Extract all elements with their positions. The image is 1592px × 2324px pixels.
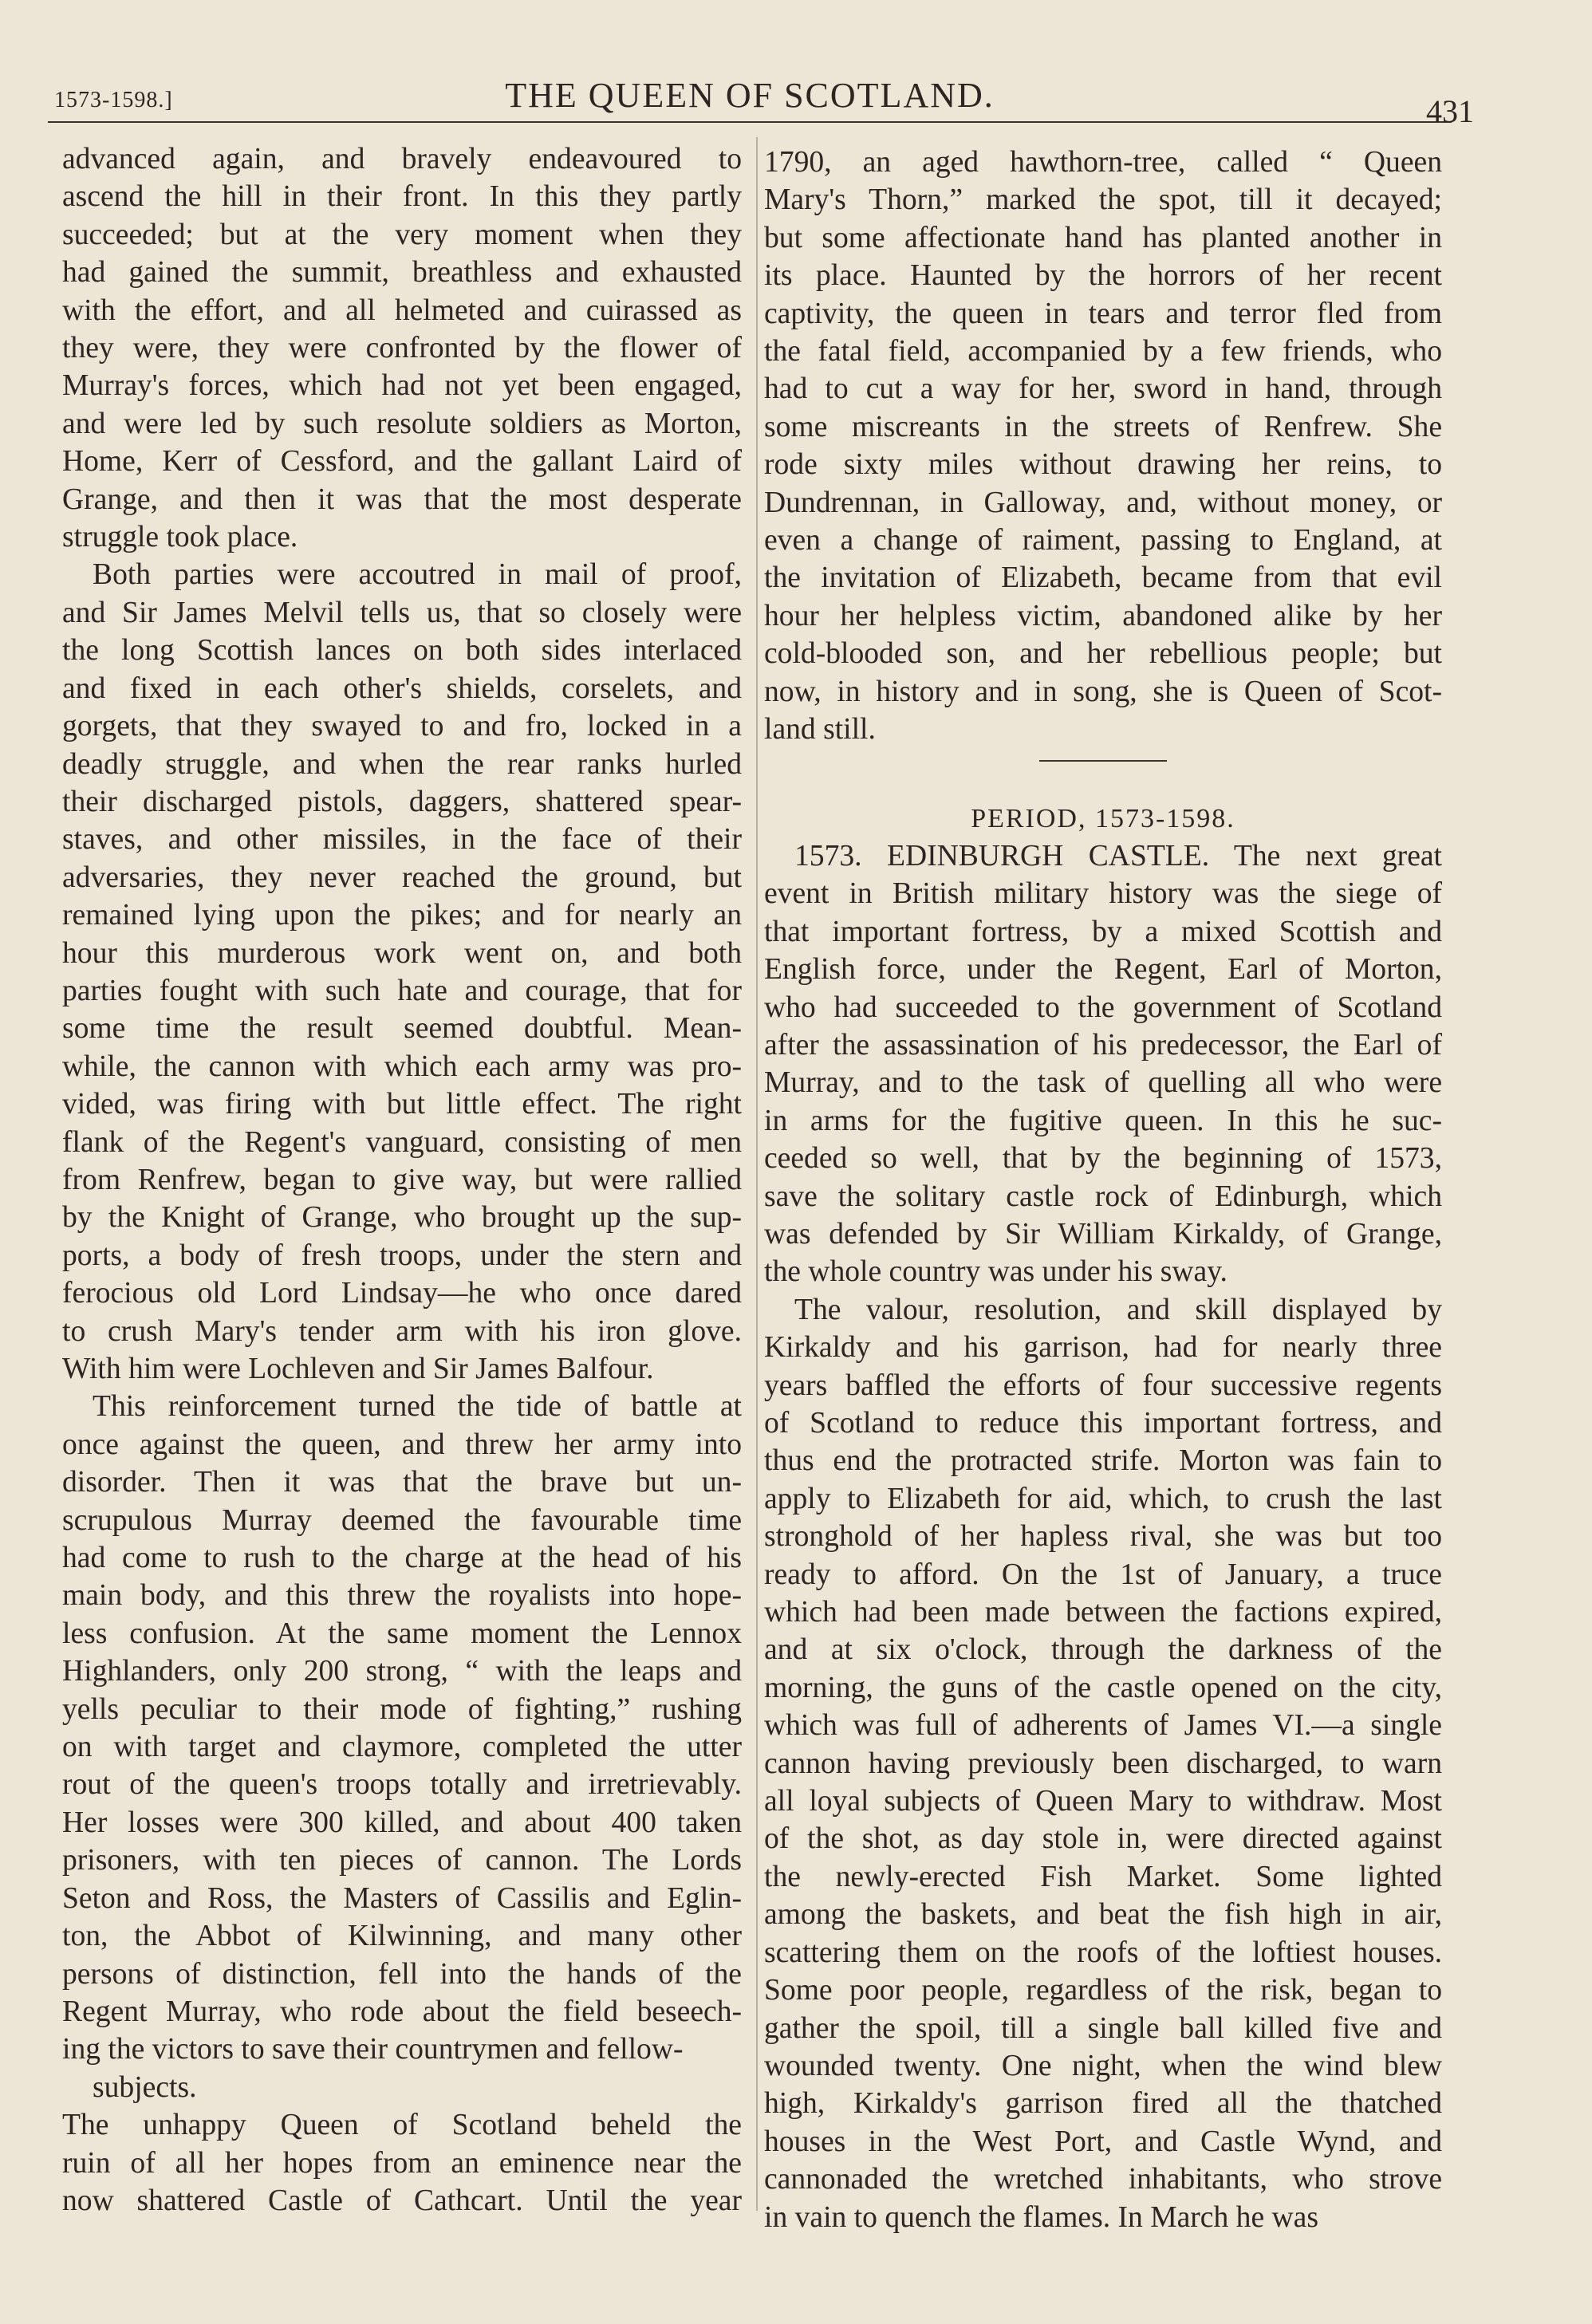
text-line: This reinforcement turned the tide of battle at <box>93 1390 742 1424</box>
text-line: Both parties were accoutred in mail of proof, <box>93 558 742 592</box>
text-line: the long Scottish lances on both sides interlaced <box>62 634 742 668</box>
text-line: had to cut a way for her, sword in hand, through <box>764 372 1442 406</box>
text-line: gather the spoil, till a single ball killed five and <box>764 2011 1442 2045</box>
text-line: in arms for the fugitive queen. In this he suc- <box>764 1104 1442 1137</box>
text-line: had come to rush to the charge at the head of his <box>62 1542 742 1575</box>
text-line: save the solitary castle rock of Edinburgh, which <box>764 1180 1442 1213</box>
text-line: all loyal subjects of Queen Mary to withdraw. Most <box>764 1785 1442 1818</box>
text-line: had gained the summit, breathless and exhausted <box>62 256 742 290</box>
text-line: event in British military history was the siege of <box>764 877 1442 911</box>
text-line: among the baskets, and beat the fish high in air, <box>764 1898 1442 1932</box>
text-line: deadly struggle, and when the rear ranks hurled <box>62 747 742 781</box>
text-line: ready to afford. On the 1st of January, a truce <box>764 1558 1442 1591</box>
header-date-range: 1573-1598.] <box>54 88 173 112</box>
text-line: Mary's Thorn,” marked the spot, till it decayed; <box>764 183 1442 217</box>
text-line: vided, was firing with but little effect. The right <box>62 1088 742 1121</box>
text-line: after the assassination of his predecessor, the Earl of <box>764 1028 1442 1062</box>
text-line: which had been made between the factions expired, <box>764 1596 1442 1629</box>
text-line: some miscreants in the streets of Renfrew. She <box>764 410 1442 443</box>
text-line: Murray, and to the task of quelling all who were <box>764 1066 1442 1100</box>
text-line: now, in history and in song, she is Queen of Scot- <box>764 675 1442 708</box>
text-line: they were, they were confronted by the flower of <box>62 332 742 365</box>
text-line: and at six o'clock, through the darkness of the <box>764 1633 1442 1667</box>
text-line: once against the queen, and threw her army into <box>62 1428 742 1461</box>
text-line: ing the victors to save their countrymen and fellow- <box>62 2033 684 2066</box>
text-line: adversaries, they never reached the ground, but <box>62 861 742 894</box>
text-line: the whole country was under his sway. <box>764 1255 1227 1289</box>
text-line: Regent Murray, who rode about the field beseech- <box>62 1995 742 2028</box>
text-line: ferocious old Lord Lindsay—he who once dared <box>62 1277 742 1310</box>
column-divider <box>756 137 758 2211</box>
text-line: apply to Elizabeth for aid, which, to crush the last <box>764 1482 1442 1515</box>
text-line: morning, the guns of the castle opened on the city, <box>764 1671 1442 1704</box>
text-line: but some affectionate hand has planted another in <box>764 221 1442 254</box>
text-line: hour this murderous work went on, and both <box>62 936 742 970</box>
text-line: even a change of raiment, passing to England, at <box>764 524 1442 557</box>
text-line: and fixed in each other's shields, corselets, and <box>62 672 742 705</box>
text-line: English force, under the Regent, Earl of Morton, <box>764 953 1442 987</box>
text-line: land still. <box>764 713 876 746</box>
text-line: parties fought with such hate and courage, that for <box>62 974 742 1007</box>
text-line: scattering them on the roofs of the loftiest houses. <box>764 1936 1442 1969</box>
text-line: thus end the protracted strife. Morton was fain to <box>764 1444 1442 1478</box>
header-title: THE QUEEN OF SCOTLAND. <box>505 76 995 115</box>
period-heading: PERIOD, 1573-1598. <box>971 803 1235 833</box>
text-line: which was full of adherents of James VI.—a single <box>764 1709 1442 1743</box>
text-line: captivity, the queen in tears and terror fled from <box>764 297 1442 330</box>
text-line: who had succeeded to the government of Scotland <box>764 991 1442 1024</box>
text-line: its place. Haunted by the horrors of her recent <box>764 259 1442 293</box>
text-line: succeeded; but at the very moment when they <box>62 218 742 251</box>
text-line: remained lying upon the pikes; and for nearly an <box>62 899 742 932</box>
text-line: Kirkaldy and his garrison, had for nearly three <box>764 1331 1442 1365</box>
text-line: ports, a body of fresh troops, under the stern and <box>62 1239 742 1272</box>
text-line: cold-blooded son, and her rebellious people; but <box>764 637 1442 671</box>
text-line: cannonaded the wretched inhabitants, who strove <box>764 2163 1442 2196</box>
text-line: Some poor people, regardless of the risk, began to <box>764 1974 1442 2007</box>
text-line: rode sixty miles without drawing her reins, to <box>764 448 1442 482</box>
text-line: ruin of all her hopes from an eminence near the <box>62 2146 742 2180</box>
text-line: 1573. EDINBURGH CASTLE. The next great <box>794 839 1442 872</box>
text-line: advanced again, and bravely endeavoured to <box>62 143 742 175</box>
text-line: high, Kirkaldy's garrison fired all the thatched <box>764 2087 1442 2121</box>
text-line: Grange, and then it was that the most desperate <box>62 483 742 516</box>
text-line: now shattered Castle of Cathcart. Until the year <box>62 2184 742 2217</box>
text-line: Highlanders, only 200 strong, “ with the leaps and <box>62 1655 742 1688</box>
text-line: the fatal field, accompanied by a few friends, who <box>764 335 1442 368</box>
text-line: in vain to quench the flames. In March he was <box>764 2200 1318 2234</box>
text-line: main body, and this threw the royalists into hope- <box>62 1579 742 1613</box>
text-line: by the Knight of Grange, who brought up the sup- <box>62 1201 742 1235</box>
text-line: With him were Lochleven and Sir James Balfour. <box>62 1353 654 1385</box>
text-line: 1790, an aged hawthorn-tree, called “ Queen <box>764 146 1442 179</box>
text-line: cannon having previously been discharged, to warn <box>764 1747 1442 1780</box>
text-line: their discharged pistols, daggers, shattered spear- <box>62 785 742 818</box>
text-line: wounded twenty. One night, when the wind blew <box>764 2049 1442 2082</box>
text-line: the newly-erected Fish Market. Some lighted <box>764 1860 1442 1893</box>
text-line: and Sir James Melvil tells us, that so closely were <box>62 596 742 629</box>
text-line: subjects. <box>93 2070 197 2104</box>
text-line: ceeded so well, that by the beginning of 1573, <box>764 1142 1442 1176</box>
right-column-top <box>764 144 1442 749</box>
text-line: scrupulous Murray deemed the favourable time <box>62 1503 742 1537</box>
text-line: gorgets, that they swayed to and fro, locked in a <box>62 710 742 743</box>
running-header <box>48 73 1474 129</box>
text-line: of the shot, as day stole in, were directed against <box>764 1822 1442 1856</box>
text-line: some time the result seemed doubtful. Mean- <box>62 1012 742 1046</box>
text-line: while, the cannon with which each army was pro- <box>62 1050 742 1083</box>
text-line: disorder. Then it was that the brave but un- <box>62 1466 742 1499</box>
text-line: of Scotland to reduce this important fortress, and <box>764 1407 1442 1440</box>
right-column-bottom <box>764 837 1442 2236</box>
text-line: persons of distinction, fell into the hands of the <box>62 1957 742 1991</box>
text-line: with the effort, and all helmeted and cuirassed as <box>62 293 742 327</box>
text-line: on with target and claymore, completed the utter <box>62 1731 742 1764</box>
text-line: houses in the West Port, and Castle Wynd, and <box>764 2125 1442 2158</box>
right-column <box>764 144 1442 2236</box>
section-rule <box>1039 760 1167 762</box>
text-line: stronghold of her hapless rival, she was but too <box>764 1520 1442 1554</box>
text-line: that important fortress, by a mixed Scottish and <box>764 915 1442 948</box>
text-line: Her losses were 300 killed, and about 400 taken <box>62 1806 742 1839</box>
text-line: Home, Kerr of Cessford, and the gallant Laird of <box>62 445 742 479</box>
text-line: and were led by such resolute soldiers as Morton, <box>62 407 742 440</box>
page-number: 431 <box>1426 93 1474 129</box>
text-line: prisoners, with ten pieces of cannon. The Lords <box>62 1844 742 1877</box>
text-line: yells peculiar to their mode of fighting,” rushing <box>62 1692 742 1726</box>
text-line: ton, the Abbot of Kilwinning, and many other <box>62 1920 742 1953</box>
left-column <box>62 140 742 2220</box>
text-line: flank of the Regent's vanguard, consisting of men <box>62 1125 742 1159</box>
text-line: staves, and other missiles, in the face of their <box>62 823 742 857</box>
text-line: The valour, resolution, and skill displayed by <box>794 1293 1442 1326</box>
text-line: rout of the queen's troops totally and irretrievably. <box>62 1768 742 1802</box>
text-line: ascend the hill in their front. In this they partly <box>62 180 742 214</box>
text-line: to crush Mary's tender arm with his iron glove. <box>62 1314 742 1348</box>
text-line: Dundrennan, in Galloway, and, without money, or <box>764 486 1442 519</box>
text-line: struggle took place. <box>62 521 298 554</box>
text-line: Seton and Ross, the Masters of Cassilis and Eglin- <box>62 1881 742 1915</box>
text-line: from Renfrew, began to give way, but were rallied <box>62 1163 742 1196</box>
text-line: the invitation of Elizabeth, became from that evil <box>764 561 1442 595</box>
text-line: hour her helpless victim, abandoned alike by her <box>764 599 1442 632</box>
text-line: less confusion. At the same moment the Lennox <box>62 1617 742 1650</box>
text-line: Murray's forces, which had not yet been engaged, <box>62 369 742 403</box>
text-line: years baffled the efforts of four successive regents <box>764 1369 1442 1402</box>
text-line: The unhappy Queen of Scotland beheld the <box>62 2109 742 2142</box>
text-line: was defended by Sir William Kirkaldy, of Grange, <box>764 1217 1442 1251</box>
